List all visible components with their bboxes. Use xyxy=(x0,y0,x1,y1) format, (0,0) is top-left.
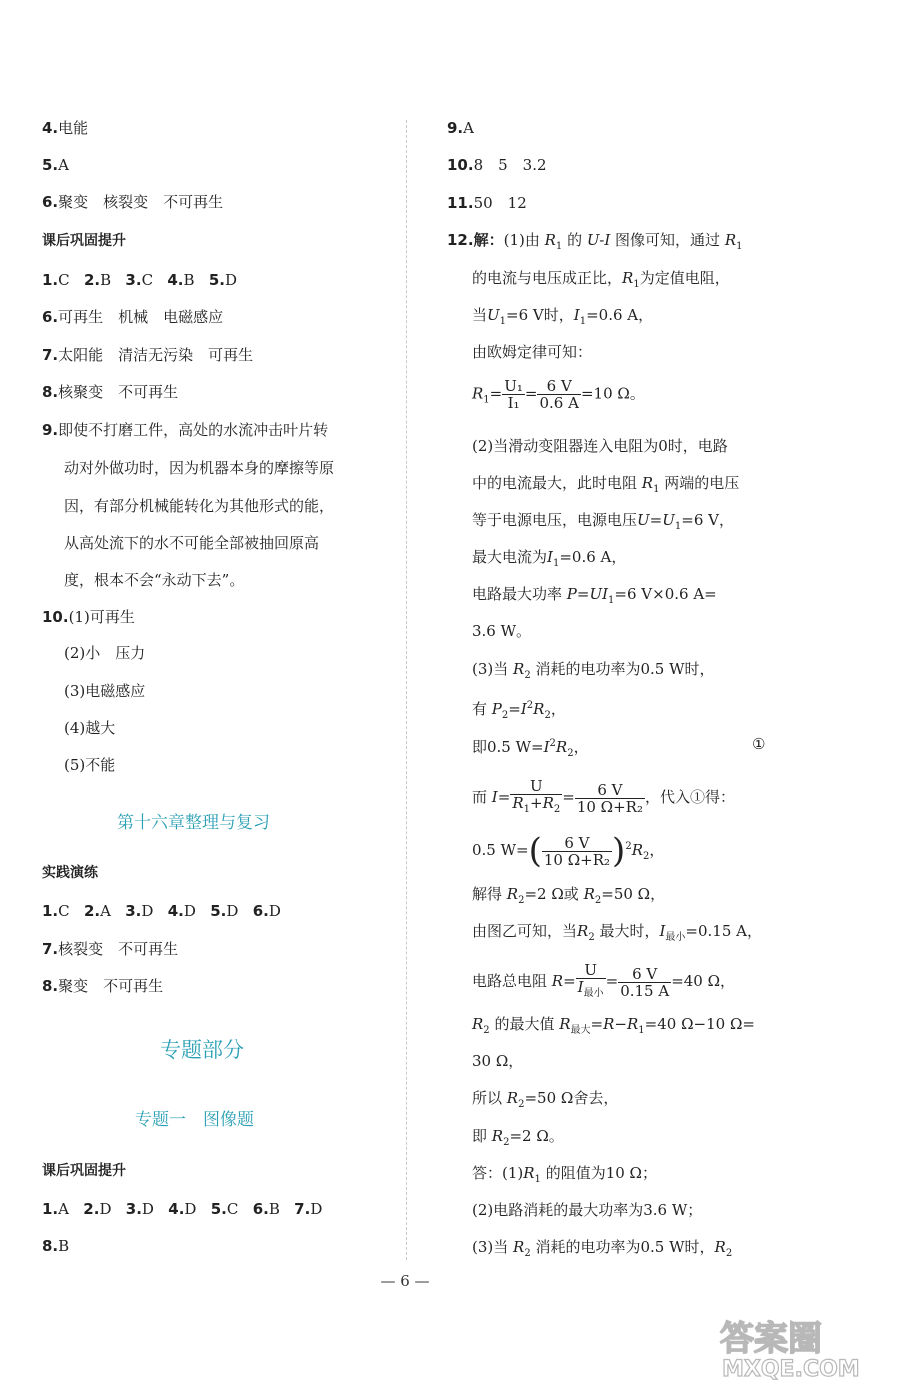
answer-6: 6.聚变 核裂变 不可再生 xyxy=(42,193,224,211)
watermark-line1: 答案圈 xyxy=(720,1319,822,1359)
solution-line: 3.6 W。 xyxy=(472,622,532,640)
solution-line: 解得 $R_2=2$ Ω或 $R_2=50$ Ω， xyxy=(472,885,666,906)
equation-r1: $R_1=$ $\frac{\text{U₁}}{\text{I₁}}$ = $\frac{6 V}{0.6 A}$ =10 Ω。 xyxy=(472,377,645,412)
equation-total-resistance: 电路总电阻 R= $\frac{U}{I_{最小}}$ = $\frac{6 V}{0.15 A}$ =40 Ω， xyxy=(472,961,736,1000)
solution-line: (3)当 $R_2$ 消耗的电功率为0.5 W时，$R_2$ xyxy=(472,1238,733,1259)
equation-current: 而 I= $\frac{U}{R_1+R_2}$ = $\frac{6 V}{\text{10 Ω+R₂}}$ ，代入①得： xyxy=(472,777,735,816)
solution-line: (2)电路消耗的最大功率为3.6 W； xyxy=(472,1201,703,1219)
topic-heading: 专题一 图像题 xyxy=(135,1110,254,1130)
answer-9-line: 从高处流下的水不可能全部被抽回原高 xyxy=(64,534,320,552)
solution-line: (2)当滑动变阻器连入电阻为0时，电路 xyxy=(472,437,728,455)
section-heading: 课后巩固提升 xyxy=(42,233,126,249)
solution-line: 最大电流为$I_1=0.6$ A， xyxy=(472,548,627,569)
solution-line: 有 $P_2=I^2R_2$， xyxy=(472,700,566,721)
answer-9-line: 因，有部分机械能转化为其他形式的能， xyxy=(64,497,335,515)
solution-line: 即0.5 $W=I^2R_2$， xyxy=(472,738,589,759)
answer-10: 10.(1)可再生 xyxy=(42,608,135,626)
answer-8: 8.B xyxy=(42,1237,70,1255)
part-heading: 专题部分 xyxy=(160,1038,244,1062)
solution-line: 所以 $R_2=50$ Ω舍去， xyxy=(472,1089,619,1110)
solution-line: 电路最大功率 $P=UI_1=6$ V×0.6 A= xyxy=(472,585,717,606)
solution-line: 由欧姆定律可知： xyxy=(472,343,593,361)
page-number: — 6 — xyxy=(380,1272,430,1290)
solution-line: (3)当 $R_2$ 消耗的电功率为0.5 W时， xyxy=(472,660,715,681)
watermark-line2: MXQE.COM xyxy=(722,1357,860,1382)
column-divider xyxy=(406,120,407,1260)
choice-answers: 1.C 2.A 3.D 4.D 5.D 6.D xyxy=(42,902,281,920)
answer-5: 5.A xyxy=(42,156,69,174)
solution-line: 30 Ω， xyxy=(472,1052,524,1070)
choice-answers: 1.C 2.B 3.C 4.B 5.D xyxy=(42,271,238,289)
solution-line: $R_2$ 的最大值 $R_{最大}=R-R_1=40$ Ω−10 Ω= xyxy=(472,1015,755,1036)
solution-line: 即 $R_2=2$ Ω。 xyxy=(472,1127,564,1148)
solution-line: 的电流与电压成正比，$R_1$为定值电阻， xyxy=(472,269,730,290)
solution-line: 答：$(1)R_1$ 的阻值为10 Ω； xyxy=(472,1164,657,1185)
answer-10: 10.8 5 3.2 xyxy=(447,156,547,174)
answer-7: 7.太阳能 清洁无污染 可再生 xyxy=(42,346,254,364)
answer-12: 12.解：(1)由 $R_1$ 的 U-I 图像可知，通过 $R_1$ xyxy=(447,231,743,252)
answer-10-part: (2)小 压力 xyxy=(64,644,146,662)
answer-11: 11.50 12 xyxy=(447,194,527,212)
solution-line: 当$U_1=6$ V时，$I_1=0.6$ A， xyxy=(472,306,654,327)
answer-10-part: (5)不能 xyxy=(64,756,116,774)
answer-9: 9.即使不打磨工件，高处的水流冲击叶片转 xyxy=(42,421,329,439)
answer-9: 9.A xyxy=(447,119,474,137)
answer-8: 8.核聚变 不可再生 xyxy=(42,383,179,401)
watermark-logo xyxy=(712,1312,892,1382)
answer-9-line: 动对外做功时，因为机器本身的摩擦等原 xyxy=(64,459,335,477)
answer-6b: 6.可再生 机械 电磁感应 xyxy=(42,308,224,326)
solution-line: 等于电源电压，电源电压$U=U_1=6$ V， xyxy=(472,511,734,532)
chapter-heading: 第十六章整理与复习 xyxy=(117,813,270,833)
section-heading: 课后巩固提升 xyxy=(42,1163,126,1179)
answer-10-part: (4)越大 xyxy=(64,719,116,737)
answer-4: 4.电能 xyxy=(42,119,89,137)
watermark-icon xyxy=(712,1312,892,1382)
answer-7: 7.核裂变 不可再生 xyxy=(42,940,179,958)
solution-line: 由图乙可知，当$R_2$ 最大时，$I_{最小}=0.15$ A， xyxy=(472,922,762,943)
solution-line: 中的电流最大，此时电阻 $R_1$ 两端的电压 xyxy=(472,474,740,495)
choice-answers: 1.A 2.D 3.D 4.D 5.C 6.B 7.D xyxy=(42,1200,323,1218)
answer-9-line: 度，根本不会“永动下去”。 xyxy=(64,571,245,589)
equation-power: 0.5 W=( $\frac{6 V}{\text{10 Ω+R₂}}$ )$^2R_2$， xyxy=(472,831,665,871)
answer-10-part: (3)电磁感应 xyxy=(64,682,146,700)
section-heading: 实践演练 xyxy=(42,865,98,881)
answer-8: 8.聚变 不可再生 xyxy=(42,977,164,995)
equation-number: ① xyxy=(752,735,766,753)
